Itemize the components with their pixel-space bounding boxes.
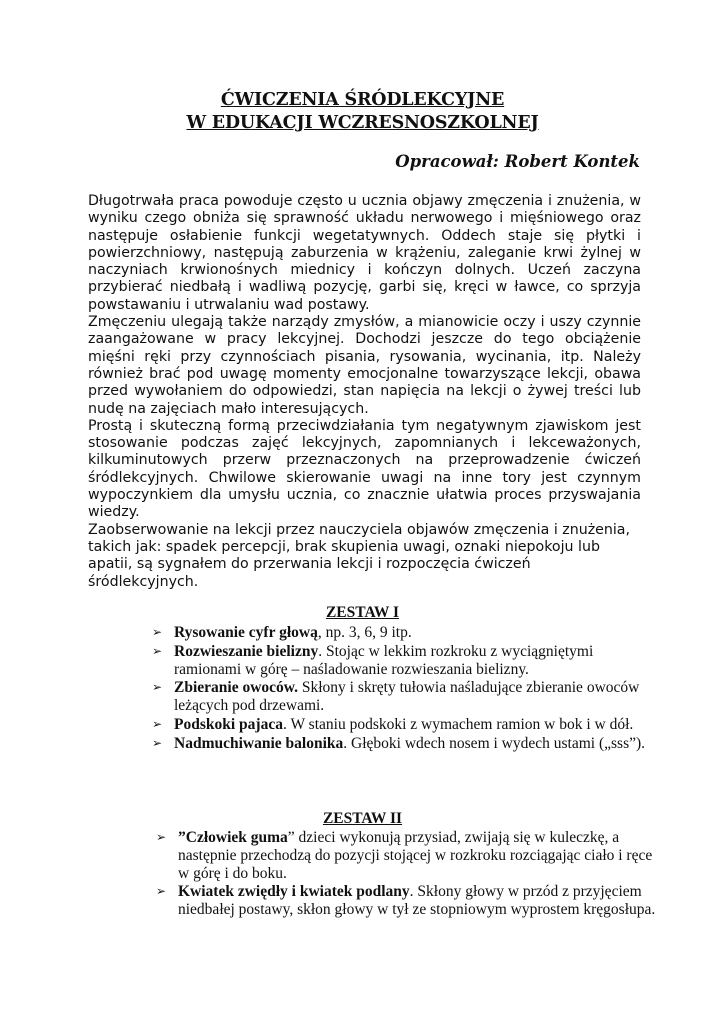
exercise-name: Podskoki pajaca [174, 715, 283, 733]
arrow-bullet-icon: ➢ [156, 830, 167, 844]
exercise-name: Rysowanie cyfr głową [174, 624, 318, 641]
list-item [156, 829, 656, 882]
arrow-bullet-icon: ➢ [152, 625, 163, 639]
list-item [156, 883, 656, 919]
list-item [152, 679, 652, 715]
exercise-name: Zbieranie owoców. [174, 679, 298, 697]
page-title: ĆWICZENIA ŚRÓDLEKCYJNE [220, 90, 505, 110]
page-subtitle: W EDUKACJI WCZRESNOSZKOLNEJ [186, 113, 539, 133]
list-item [152, 624, 652, 642]
arrow-bullet-icon: ➢ [152, 680, 163, 695]
exercise-description: ” dzieci wykonują przysiad, zwijają się w kuleczkę, a następnie przechodzą do pozycji stojącej w rozkroku rozciągając ciało i ręce w górę i do boku. [178, 829, 653, 882]
arrow-bullet-icon: ➢ [152, 716, 163, 731]
exercise-description: , np. 3, 6, 9 itp. [317, 624, 412, 641]
list-item [152, 643, 652, 679]
exercise-name: Rozwieszanie bielizny [174, 642, 319, 660]
section-heading-zestaw-2: ZESTAW II [322, 810, 403, 827]
list-item [152, 735, 652, 753]
exercise-list-zestaw-1 [152, 624, 652, 754]
author-line: Opracował: Robert Kontek [395, 152, 640, 171]
paragraph: Prostą i skuteczną formą przeciwdziałania tym negatywnym zjawiskom jest stosowanie podczas zajęć lekcyjnych, zapomnianych i lekceważonych, kilkuminutowych przerw przeznaczonych na przeprowadzenie ćwiczeń śródlekcyjnych. Chwilowe skierowanie uwagi na inne tory jest czynnym wypoczynkiem dla umysłu ucznia, co znacznie ułatwia proces przyswajania wiedzy. [88, 417, 641, 521]
exercise-description: . Skłony głowy w przód z przyjęciem niedbałej postawy, skłon głowy w tył ze stopniowym wyprostem kręgosłupa. [178, 883, 656, 919]
exercise-description: Skłony i skręty tułowia naśladujące zbieranie owoców leżących pod drzewami. [174, 679, 640, 715]
arrow-bullet-icon: ➢ [156, 884, 167, 899]
paragraph: Zmęczeniu ulegają także narządy zmysłów, a mianowicie oczy i uszy czynnie zaangażowane w pracy lekcyjnej. Dochodzi jeszcze do tego obciążenie mięśni ręki przy czynnościach pisania, rysowania, wycinania, itp. Należy również brać pod uwagę momenty emocjonalne towarzyszące lekcji, obawa przed wywołaniem do odpowiedzi, stan napięcia na lekcji o żywej treści lub nudę na zajęciach mało interesujących. [88, 314, 641, 417]
exercise-description: . W staniu podskoki z wymachem ramion w bok i w dół. [282, 715, 634, 733]
paragraph: Zaobserwowanie na lekcji przez nauczyciela objawów zmęczenia i znużenia, takich jak: spadek percepcji, brak skupienia uwagi, oznaki niepokoju lub apatii, są sygnałem do przerwania lekcji i rozpoczęcia ćwiczeń śródlekcyjnych. [88, 521, 631, 590]
section-heading-zestaw-1: ZESTAW I [325, 604, 400, 621]
exercise-list-zestaw-2 [156, 829, 656, 920]
exercise-name: Nadmuchiwanie balonika [174, 734, 344, 752]
exercise-description: . Głęboki wdech nosem i wydech ustami („sss”). [343, 734, 646, 752]
list-item [152, 716, 652, 734]
exercise-description: . Stojąc w lekkim rozkroku z wyciągniętymi ramionami w górę – naśladowanie rozwieszania bielizny. [174, 642, 594, 678]
arrow-bullet-icon: ➢ [152, 643, 163, 658]
arrow-bullet-icon: ➢ [152, 735, 163, 750]
intro-text [88, 193, 641, 591]
paragraph: Długotrwała praca powoduje często u ucznia objawy zmęczenia i znużenia, w wyniku czego obniża się sprawność układu nerwowego i mięśniowego oraz następuje osłabienie funkcji wegetatywnych. Oddech staje się płytki i powierzchniowy, następują zaburzenia w krążeniu, zaleganie krwi żylnej w naczyniach krwionośnych miednicy i kończyn dolnych. Uczeń zaczyna przybierać niedbałą i wadliwą pozycję, garbi się, kręci w ławce, co sprzyja powstawaniu i utrwalaniu wad postawy. [88, 193, 641, 313]
exercise-name: Kwiatek zwiędły i kwiatek podlany [178, 883, 410, 901]
exercise-name: ”Człowiek guma [178, 829, 288, 846]
